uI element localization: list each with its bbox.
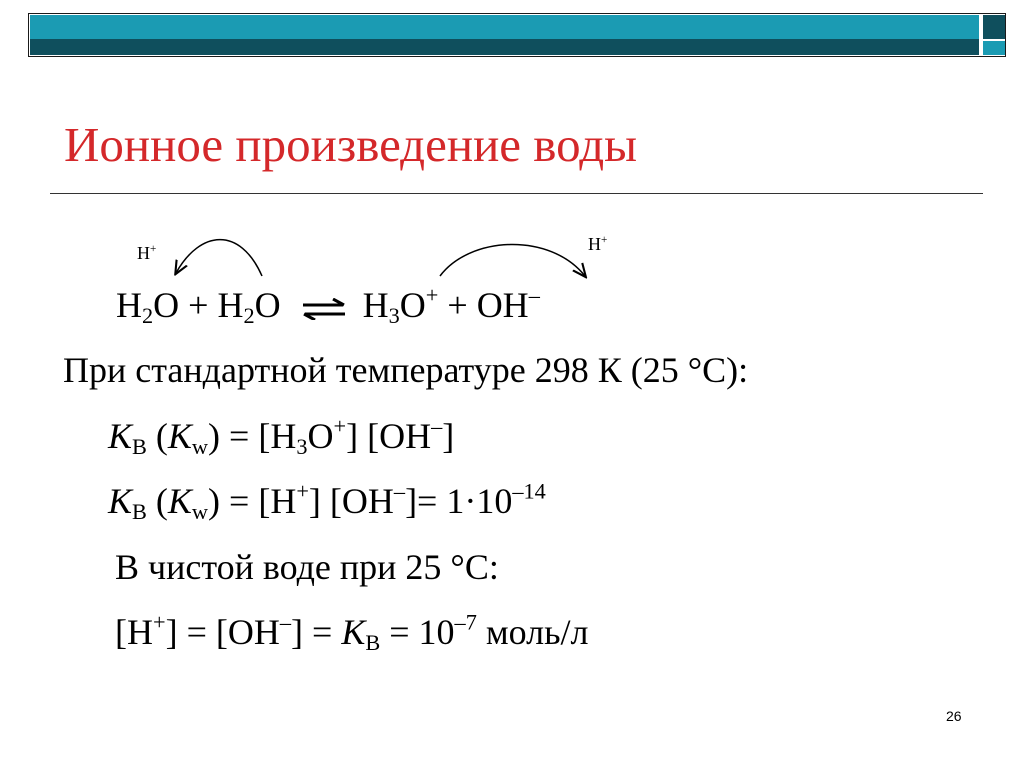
kw-value-expression: $K_В$ $(K_w) = [H^+]$ $[OH^-]= 1\cdot 10^{-14}$ — [108, 478, 546, 525]
header-bar-dark — [30, 39, 979, 55]
proton-label-right: H+ — [588, 233, 608, 254]
equilibrium-arrows-icon — [301, 298, 347, 320]
proton-label-left: H+ — [137, 242, 157, 263]
header-square-teal — [983, 41, 1005, 55]
header-square-dark — [983, 15, 1005, 39]
neutral-concentration-expression: $[H^+] = [OH^-] = K_В = 10^{-7}$ моль/л — [115, 609, 589, 656]
header-bar-teal — [30, 15, 979, 39]
pure-water-line: В чистой воде при 25 °С: — [115, 547, 499, 587]
standard-temperature-line: При стандартной температуре 298 К (25 °С): — [63, 350, 749, 390]
proton-arrow-right — [440, 244, 585, 276]
title-underline — [50, 193, 983, 194]
page-number: 26 — [946, 708, 962, 724]
kw-hydronium-expression: $K_В$ $(K_w) = [H_3O^+]$ [OH–] — [108, 413, 455, 460]
slide-title: Ионное произведение воды — [64, 117, 638, 172]
autoionization-equation: $H_2O + H_2O$ $H_3O^+ + OH^-$ — [116, 282, 540, 329]
proton-arrow-left — [176, 240, 262, 276]
